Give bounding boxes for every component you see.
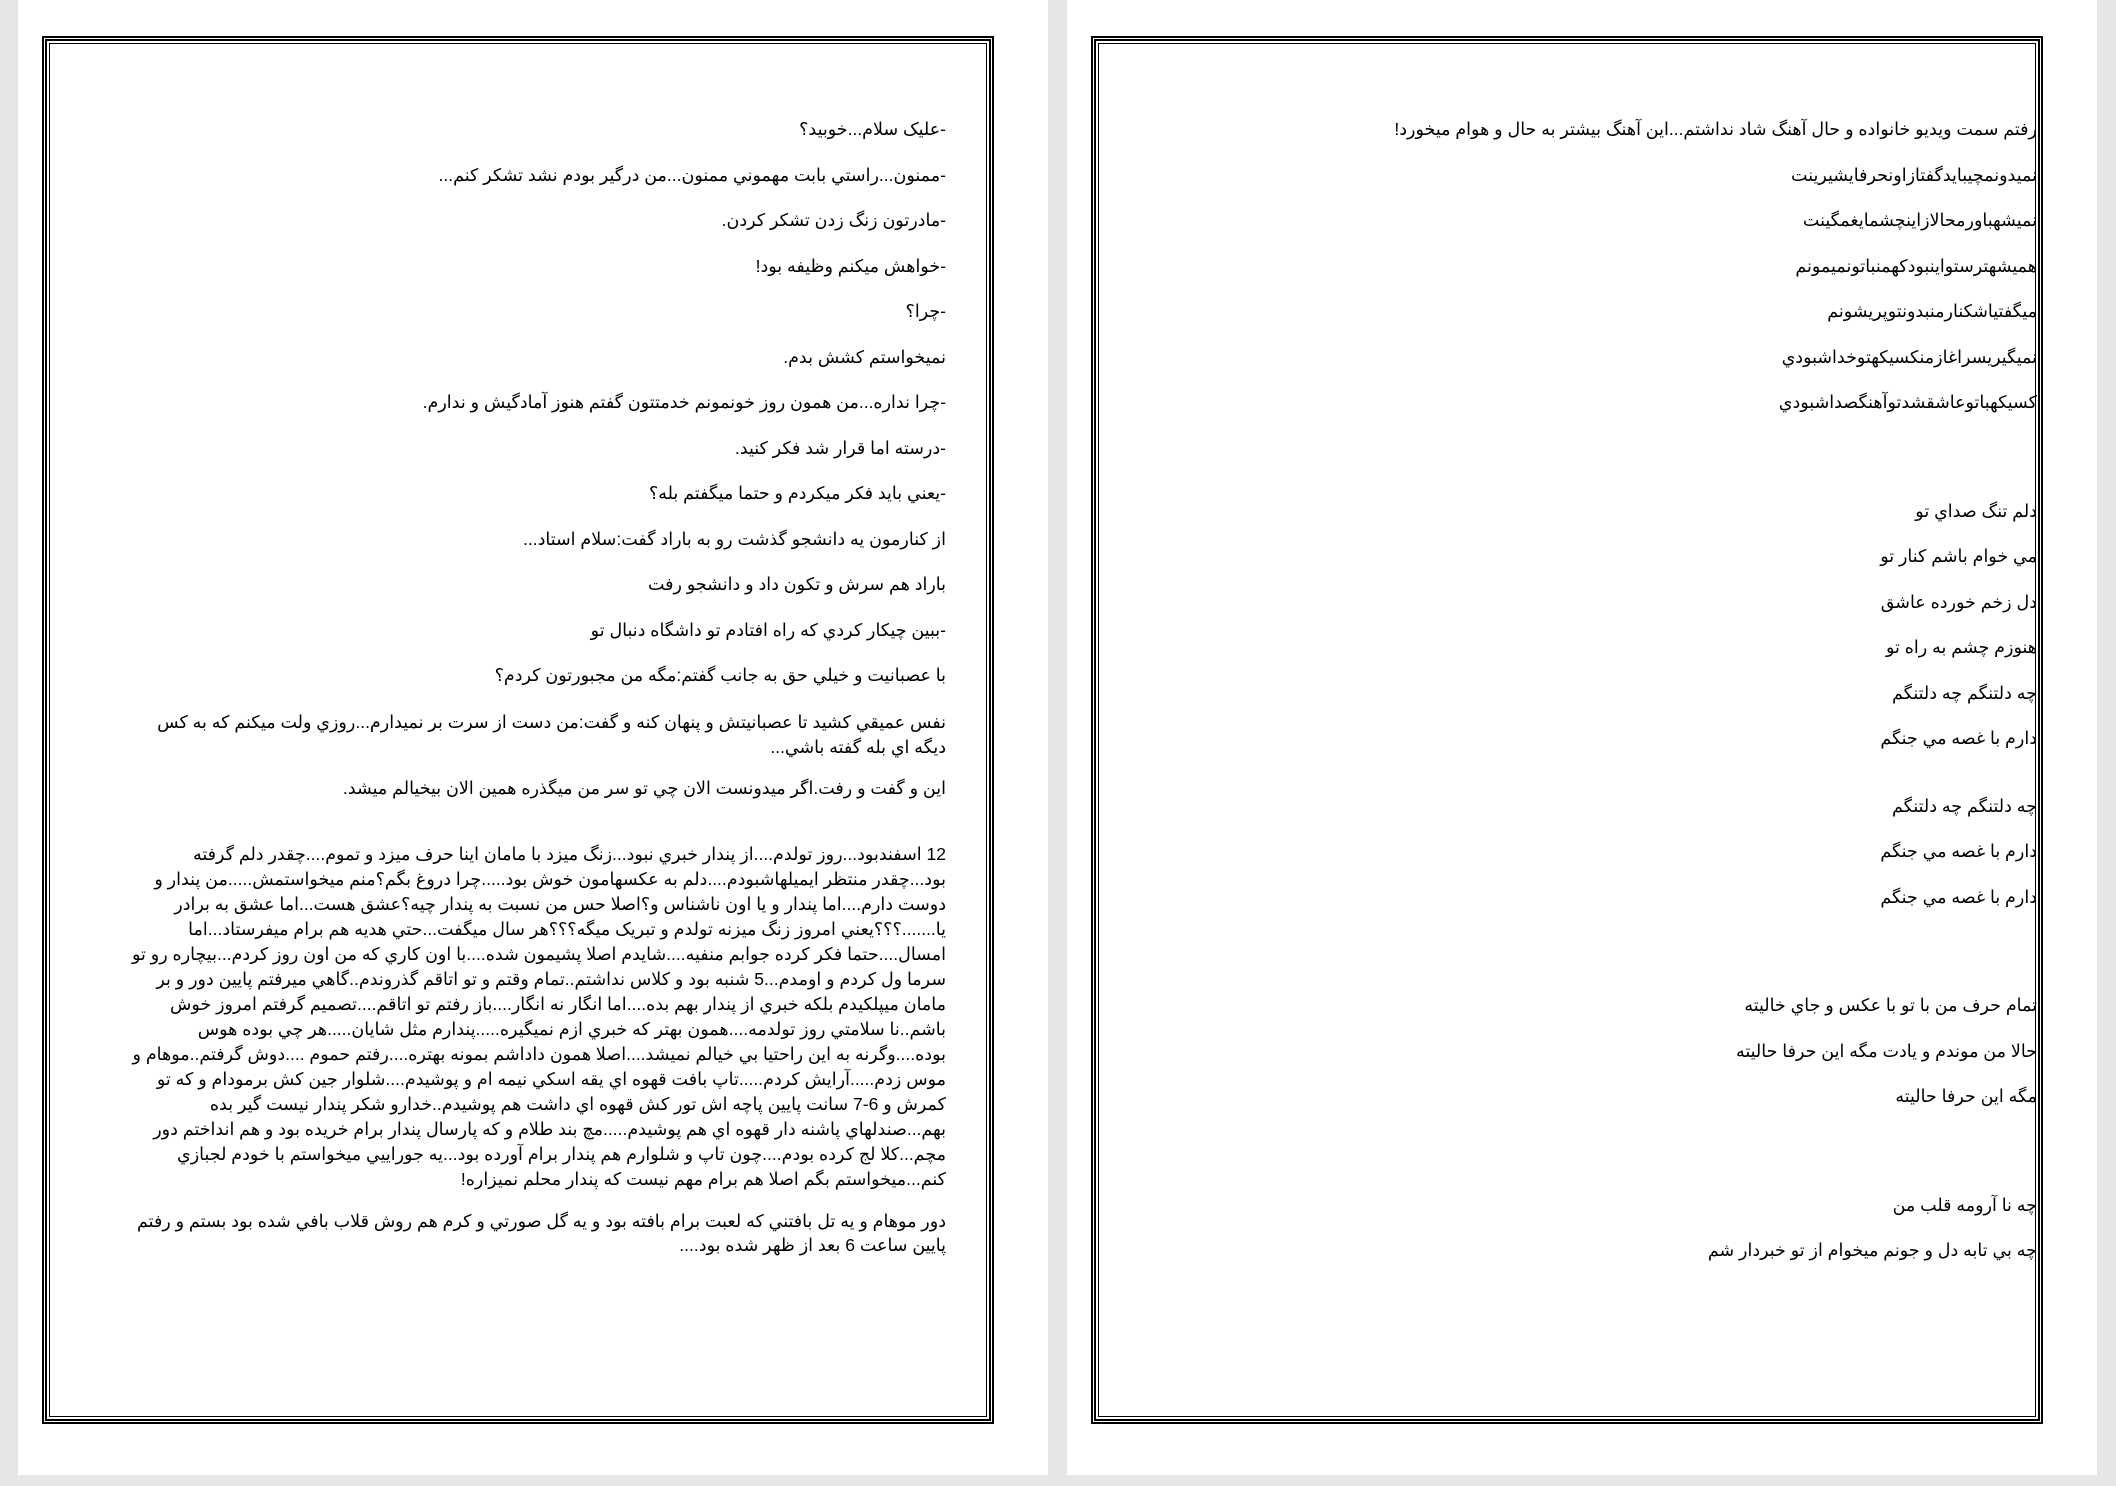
lyric-line: دل زخم خورده عاشق (1880, 591, 2037, 612)
text-line: -خواهش میکنم وظیفه بود! (755, 255, 946, 276)
lyric-line: دارم با غصه مي جنگم (1880, 728, 2037, 748)
text-line: با عصبانیت و خیلي حق به جانب گفتم:مگه من مجبورتون کردم؟ (494, 665, 946, 685)
lyric-line: چه دلتنگم چه دلتنگم (1892, 795, 2037, 816)
text-line: -عليک سلام...خوبید؟ (799, 119, 946, 139)
document-page-left (18, 0, 1048, 1475)
text-line: از کنارمون یه دانشجو گذشت رو به باراد گفت:سلام استاد... (523, 528, 946, 549)
lyric-line: حالا من موندم و یادت مگه این حرفا حالیته (1735, 1040, 2037, 1061)
lyric-line: مي خوام باشم کنار تو (1880, 546, 2037, 566)
text-line: -درسته اما قرار شد فکر کنید. (734, 437, 946, 458)
text-line: رفتم سمت ویدیو خانواده و حال آهنگ شاد نداشتم...این آهنگ بیشتر به حال و هوام میخورد! (1394, 119, 2037, 139)
lyric-line: نمیگیریسراغازمنکسیکهتوخداشبودي (1781, 346, 2037, 367)
text-paragraph: نفس عمیقي کشید تا عصبانیتش و پنهان کنه و گفت:من دست از سرت بر نمیدارم...روزي ولت میکنم که به کس دیگه اي بله گفته باشي... (157, 711, 946, 757)
lyric-line: چه بي تابه دل و جونم میخوام از تو خبردار شم (1707, 1240, 2037, 1260)
page-text (1247, 118, 2037, 1285)
document-page-right (1067, 0, 2097, 1475)
text-paragraph: دور موهام و یه تل بافتني که لعبت برام بافته بود و یه گل صورتي و کرم هم روش قلاب بافي شده بود بستم و رفتم پایین ساعت 6 بعد از ظهر شده بود.... (137, 1211, 946, 1256)
text-line: -یعني باید فکر میکردم و حتما میگفتم بله؟ (648, 483, 946, 503)
lyric-line: چه دلتنگم چه دلتنگم (1892, 682, 2037, 703)
lyric-line: همیشهترستواینبودکهمنباتونمیمونم (1795, 255, 2037, 276)
text-line: -چرا نداره...من همون روز خونمونم خدمتتون گفتم هنوز آمادگیش و ندارم. (422, 392, 946, 412)
lyric-line: نمیشهباورمحالازاینچشمایغمگینت (1802, 210, 2037, 230)
text-line: باراد هم سرش و تکون داد و دانشجو رفت (647, 574, 946, 594)
lyric-line: نمیدونمچیبایدگفتازاونحرفایشیرینت (1791, 164, 2037, 185)
lyric-line: چه نا آرومه قلب من (1892, 1194, 2037, 1215)
page-text (128, 118, 946, 1275)
text-line: نمیخواستم کشش بدم. (783, 346, 946, 367)
text-line: -مادرتون زنگ زدن تشکر کردن. (721, 210, 946, 230)
lyric-line: دارم با غصه مي جنگم (1880, 886, 2037, 907)
lyric-line: کسیکهباتوعاشقشدتوآهنگصداشبودي (1778, 392, 2037, 412)
text-line: -ممنون...راستي بابت مهموني ممنون...من درگیر بودم نشد تشکر کنم... (438, 164, 946, 185)
text-line: این و گفت و رفت.اگر میدونست الان چي تو سر من میگذره همین الان بیخیالم میشد. (342, 777, 946, 798)
text-paragraph: 12 اسفندبود...روز تولدم....از پندار خبري نبود...زنگ میزد با مامان اینا حرف میزد و تموم....چقدر دلم گرفته بود...چقدر منتظر ایمیلهاشبودم....دلم به عکسهامون خوش بود.....چرا دروغ بگم؟منم میخواستمش.....من پندار و دوست دارم....اما پندار و یا اون ناشناس و؟اصلا حس من نسبت به پندار چیه؟عشق هست...اما عشق به برادر یا.......؟؟؟یعني امروز زنگ میزنه تولدم و تبریک میگه؟؟؟هر سال میگفت...حتي هدیه هم برام میفرستاد...اما امسال....حتما فکر کرده جوابم منفیه....شایدم اصلا پشیمون شده....با اون کاري که من اون روز کردم...بیچاره رو تو سرما ول کردم و اومدم...5 شنبه بود و کلاس نداشتم..تمام وقتم و تو اتاقم گذروندم..گاهي میرفتم پایین دور و بر مامان میپلکیدم بلکه خبري از پندار بهم بده....اما انگار نه انگار....باز رفتم تو اتاقم....تصمیم گرفتم امروز خوش باشم..نا سلامتي روز تولدمه....همون بهتر که خبري ازم نمیگیره.....پندارم مثل شایان.....هر چي بوده هوس بوده....وگرنه به این راحتیا بي خیالم نمیشد....اصلا همون داداشم بمونه بهتره....رفتم حموم ....دوش گرفتم..موهام و موس زدم.....آرایش کردم.....تاپ بافت قهوه اي یقه اسکي نیمه ام و پوشیدم....شلوار جین کش برمودام و که تو کمرش و 6-7 سانت پایین پاچه اش تور کش قهوه اي داشت هم پوشیدم..خدارو شکر پندار نیست گیر بده بهم...صندلهاي پاشنه دار قهوه اي هم پوشیدم.....مچ بند طلام و که پارسال پندار برام خریده بود و هم انداختم دور مچم...کلا لج کرده بودم....چون تاپ و شلوارم هم پندار برام آورده بود...یه جوراییي میخواستم با خودم لجبازي کنم...میخواستم بگم اصلا هم برام مهم نیست که پندار محلم نمیزاره! (132, 844, 946, 1189)
lyric-line: هنوزم چشم به راه تو (1885, 637, 2037, 657)
lyric-line: دارم با غصه مي جنگم (1880, 841, 2037, 861)
lyric-line: دلم تنگ صداي تو (1915, 500, 2037, 521)
lyric-line: میگفتیاشکنارمنبدونتوپریشونم (1827, 301, 2037, 321)
text-line: -ببین چیکار کردي که راه افتادم تو داشگاه دنبال تو (590, 619, 946, 640)
lyric-line: تمام حرف من با تو با عکس و جاي خالیته (1744, 995, 2037, 1015)
text-line: -چرا؟ (905, 301, 946, 321)
lyric-line: مگه این حرفا حالیته (1895, 1086, 2037, 1106)
